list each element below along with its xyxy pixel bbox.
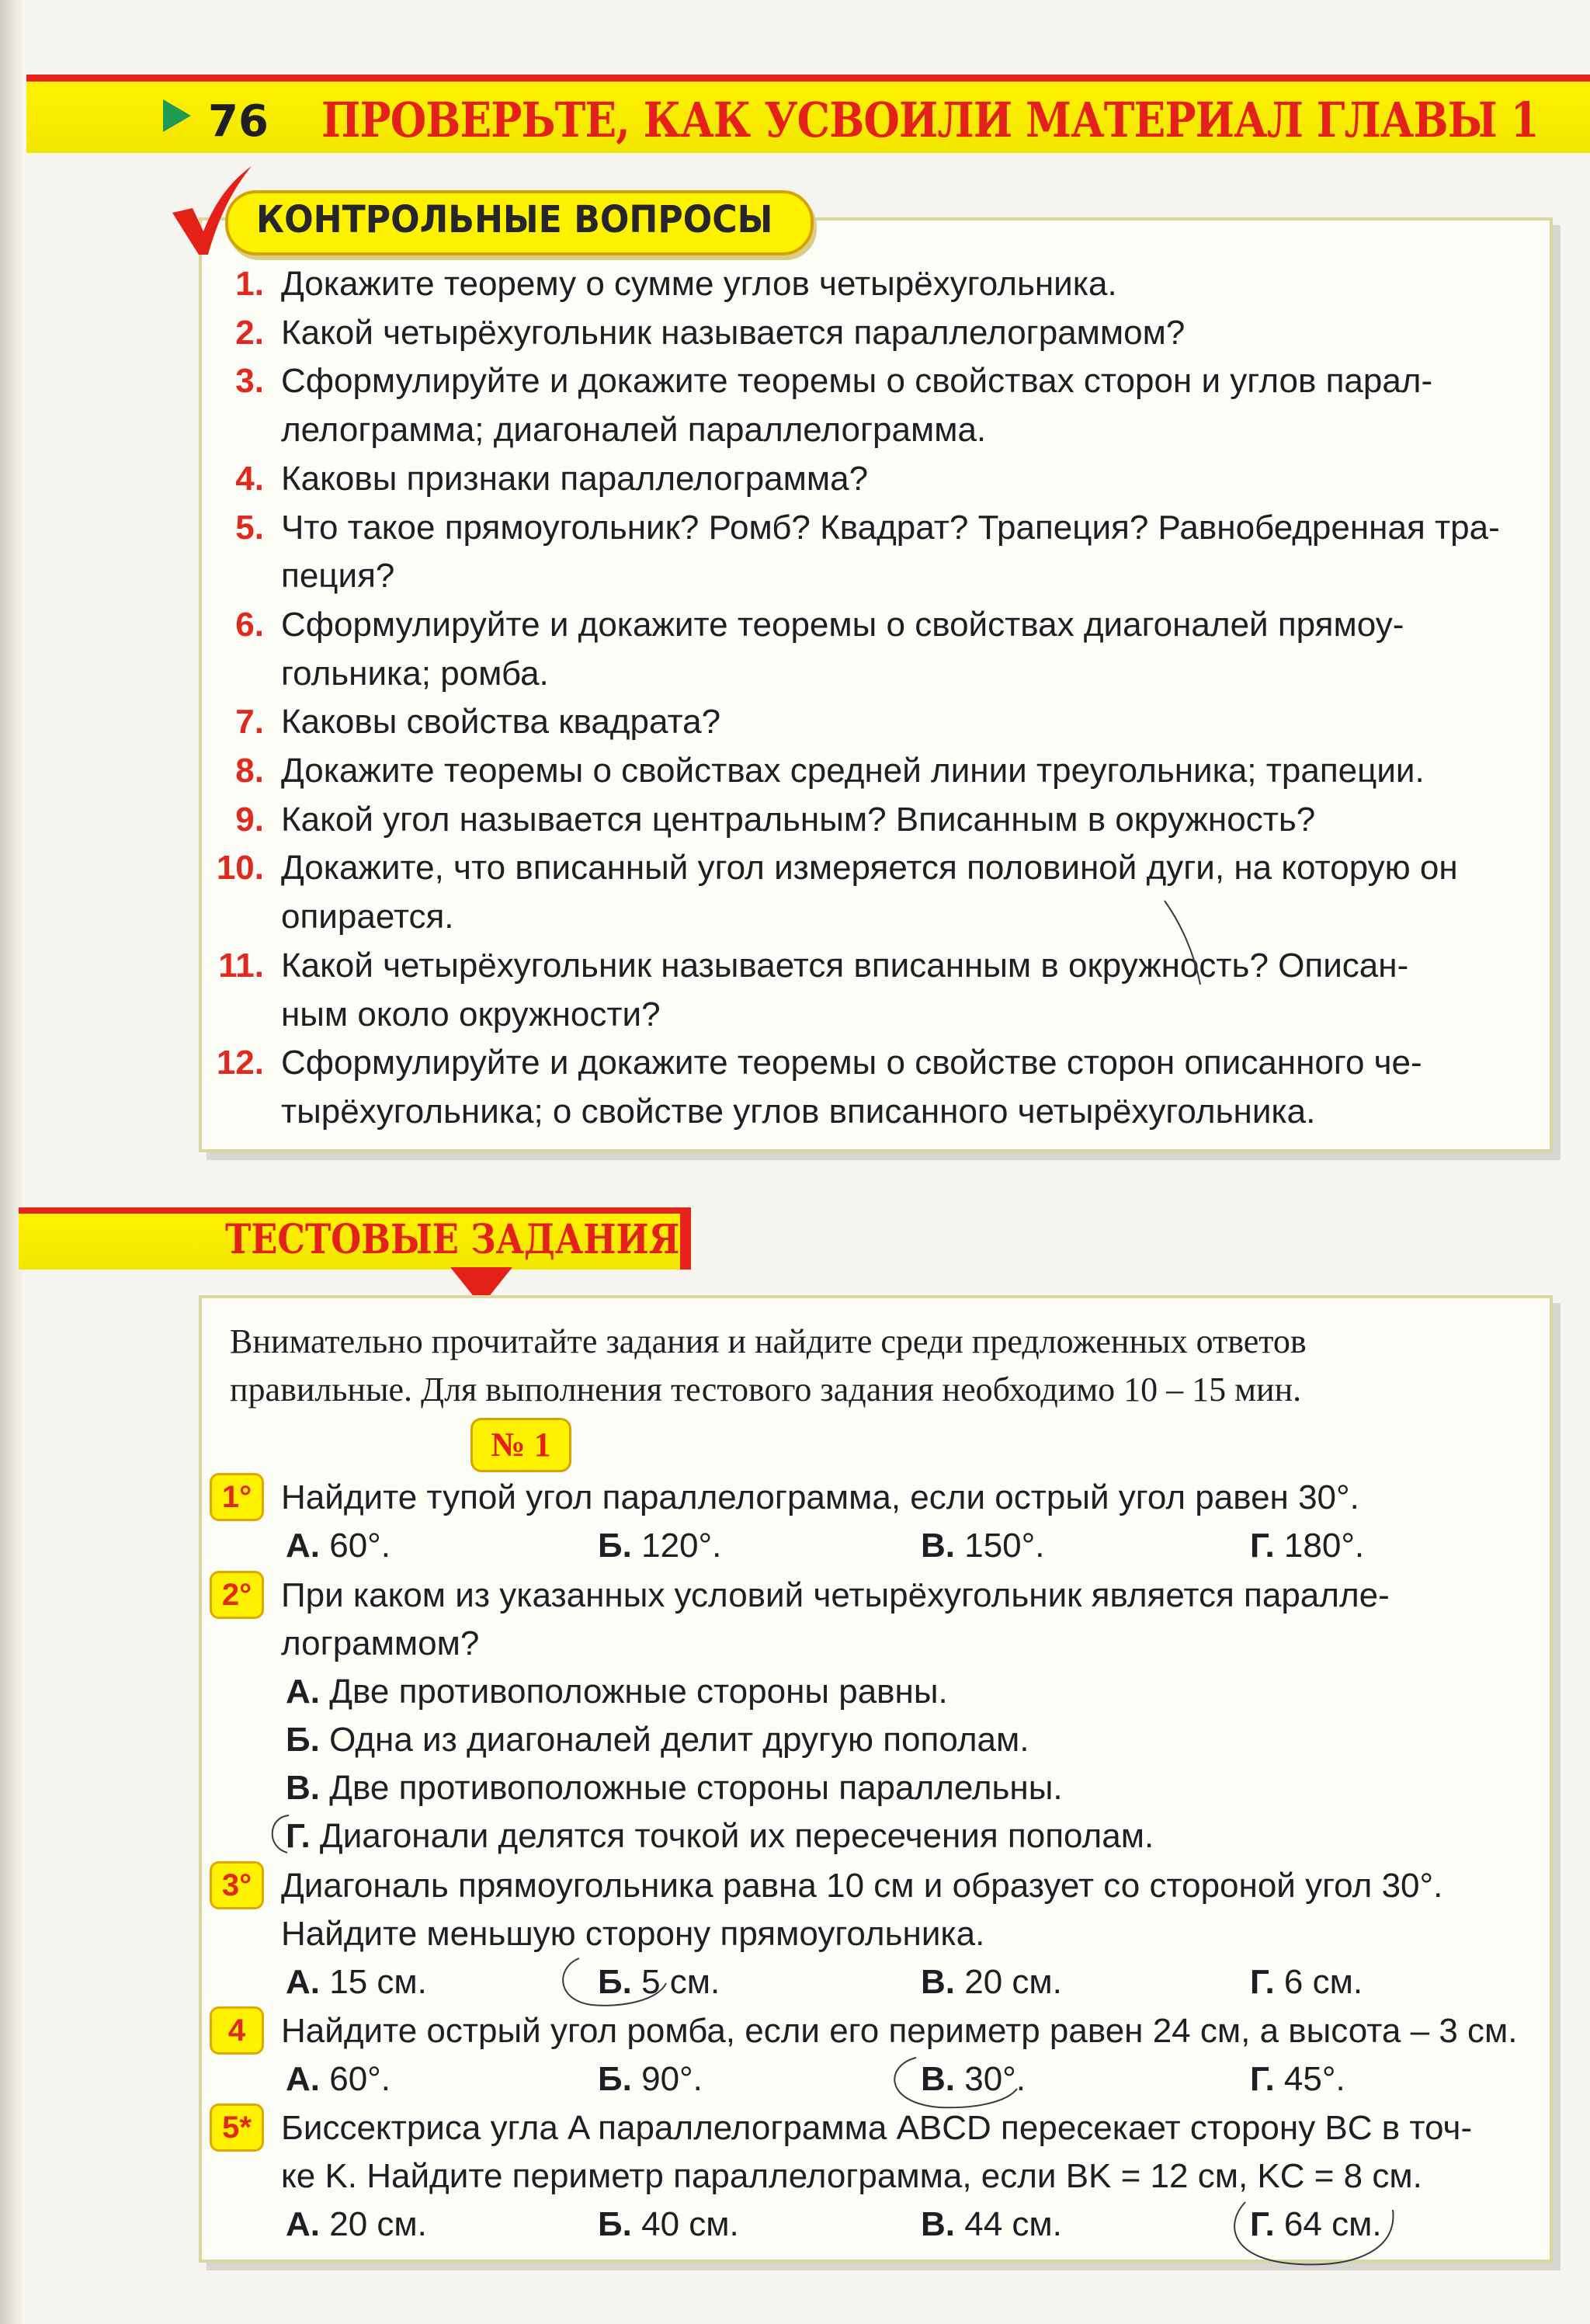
pen-circle-answer-5 <box>1234 2202 1393 2264</box>
answer-letter: А. <box>286 1527 320 1565</box>
answer-letter: В. <box>921 2060 955 2098</box>
answer-letter: В. <box>921 1963 955 2001</box>
task-text: Диагональ прямоугольника равна 10 см и образует со стороной угол 30°. <box>281 1867 1443 1905</box>
question-number: 6. <box>235 605 264 644</box>
task-text: Биссектриса угла A параллелограмма ABCD пересекает сторону BC в точ- <box>281 2109 1473 2147</box>
pen-stroke <box>1165 901 1200 985</box>
task-text: ке K. Найдите периметр параллелограмма, если BK = 12 см, KC = 8 см. <box>281 2157 1422 2195</box>
question-number: 5. <box>235 508 264 547</box>
question-text: Каковы признаки параллелограмма? <box>281 459 869 498</box>
answer-text: 120°. <box>641 1527 722 1565</box>
answer-letter: Б. <box>598 1963 632 2001</box>
answer-letter: Г. <box>1250 1963 1275 2001</box>
answer-text: 30°. <box>964 2060 1026 2098</box>
question-text: Докажите, что вписанный угол измеряется половиной дуги, на которую он <box>281 849 1458 888</box>
tests-intro-line: Внимательно прочитайте задания и найдите среди предложенных ответов <box>230 1322 1307 1360</box>
question-text: Какой угол называется центральным? Вписанным в окружность? <box>281 800 1316 839</box>
question-text: Каковы свойства квадрата? <box>281 703 721 742</box>
answer-letter: В. <box>921 1527 955 1565</box>
answer-text: 60°. <box>329 1527 391 1565</box>
question-text: Какой четырёхугольник называется вписанным в окружность? Описан- <box>281 946 1409 985</box>
questions-section-title: КОНТРОЛЬНЫЕ ВОПРОСЫ <box>256 198 773 241</box>
answer-text: 180°. <box>1283 1527 1365 1565</box>
question-text: опирается. <box>281 898 454 936</box>
task-number-badge: 4 <box>210 2006 264 2055</box>
answer-text: 150°. <box>964 1527 1045 1565</box>
question-text: Сформулируйте и докажите теоремы о свойствах диагоналей прямоу- <box>281 605 1404 644</box>
task-number-badge: 1° <box>210 1473 264 1521</box>
question-text: Что такое прямоугольник? Ромб? Квадрат? Трапеция? Равнобедренная тра- <box>281 508 1500 547</box>
question-text: Сформулируйте и докажите теоремы о свойствах сторон и углов парал- <box>281 362 1433 401</box>
question-number: 1. <box>235 265 264 303</box>
task-number-badge: 3° <box>210 1861 264 1909</box>
answer-letter: А. <box>286 1673 320 1711</box>
page-title: ПРОВЕРЬТЕ, КАК УСВОИЛИ МАТЕРИАЛ ГЛАВЫ 1 <box>321 92 1539 148</box>
answer-text: 44 см. <box>964 2205 1062 2243</box>
answer-letter: А. <box>286 1963 320 2001</box>
question-text: Какой четырёхугольник называется параллелограммом? <box>281 313 1186 352</box>
answer-text: 15 см. <box>329 1963 427 2001</box>
task-text: При каком из указанных условий четырёхугольник является паралле- <box>281 1576 1390 1614</box>
task-text: Найдите тупой угол параллелограмма, если острый угол равен 30°. <box>281 1478 1359 1516</box>
answer-text: 40 см. <box>641 2205 739 2243</box>
answer-text: Одна из диагоналей делит другую пополам. <box>329 1721 1029 1759</box>
answer-letter: В. <box>921 2205 955 2243</box>
answer-text: Диагонали делятся точкой их пересечения пополам. <box>319 1817 1154 1855</box>
task-text: Найдите меньшую сторону прямоугольника. <box>281 1915 985 1953</box>
task-text: Найдите острый угол ромба, если его периметр равен 24 см, а высота – 3 см. <box>281 2012 1518 2050</box>
question-number: 10. <box>216 849 264 888</box>
answer-letter: Г. <box>286 1817 311 1855</box>
task-text: лограммом? <box>281 1624 480 1662</box>
variant-badge: № 1 <box>470 1418 571 1472</box>
answer-text: Две противоположные стороны равны. <box>329 1673 948 1711</box>
question-number: 3. <box>235 362 264 401</box>
question-number: 8. <box>235 752 264 790</box>
answer-text: 5 см. <box>641 1963 720 2001</box>
question-text: Докажите теоремы о свойствах средней линии треугольника; трапеции. <box>281 752 1425 790</box>
answer-letter: А. <box>286 2205 320 2243</box>
tests-intro-line: правильные. Для выполнения тестового задания необходимо 10 – 15 мин. <box>230 1370 1302 1409</box>
answer-text: 64 см. <box>1283 2205 1382 2243</box>
question-text: гольника; ромба. <box>281 654 549 693</box>
answer-letter: Г. <box>1250 1527 1275 1565</box>
answer-text: 45°. <box>1283 2060 1345 2098</box>
answer-letter: Б. <box>286 1721 320 1759</box>
question-text: лелограмма; диагоналей параллелограмма. <box>281 411 987 450</box>
answer-letter: Г. <box>1250 2205 1275 2243</box>
question-text: Докажите теорему о сумме углов четырёхугольника. <box>281 265 1117 303</box>
answer-letter: В. <box>286 1769 320 1807</box>
answer-letter: Б. <box>598 2060 632 2098</box>
tests-section-title: ТЕСТОВЫЕ ЗАДАНИЯ <box>225 1216 680 1263</box>
answer-text: Две противоположные стороны параллельны. <box>329 1769 1063 1807</box>
answer-letter: Б. <box>598 2205 632 2243</box>
answer-letter: Г. <box>1250 2060 1275 2098</box>
question-number: 2. <box>235 313 264 352</box>
answer-text: 90°. <box>641 2060 703 2098</box>
pen-circle-answer-4 <box>894 2058 1017 2107</box>
question-number: 7. <box>235 703 264 742</box>
question-number: 12. <box>216 1044 264 1082</box>
answer-letter: Б. <box>598 1527 632 1565</box>
question-number: 9. <box>235 800 264 839</box>
task-number-badge: 2° <box>210 1571 264 1619</box>
question-number: 11. <box>218 946 264 985</box>
pen-circle-answer-3 <box>563 1958 666 2006</box>
task-number-badge: 5* <box>210 2103 264 2152</box>
pen-circle-answer-2 <box>273 1815 289 1853</box>
question-text: ным около окружности? <box>281 995 661 1033</box>
answer-text: 6 см. <box>1283 1963 1363 2001</box>
answer-text: 20 см. <box>329 2205 427 2243</box>
page-number: 76 <box>208 96 269 147</box>
question-text: тырёхугольника; о свойстве углов вписанного четырёхугольника. <box>281 1092 1316 1131</box>
question-number: 4. <box>235 459 264 498</box>
answer-letter: А. <box>286 2060 320 2098</box>
question-text: Сформулируйте и докажите теоремы о свойстве сторон описанного че- <box>281 1044 1422 1082</box>
answer-text: 20 см. <box>964 1963 1062 2001</box>
question-text: пеция? <box>281 557 395 596</box>
answer-text: 60°. <box>329 2060 391 2098</box>
